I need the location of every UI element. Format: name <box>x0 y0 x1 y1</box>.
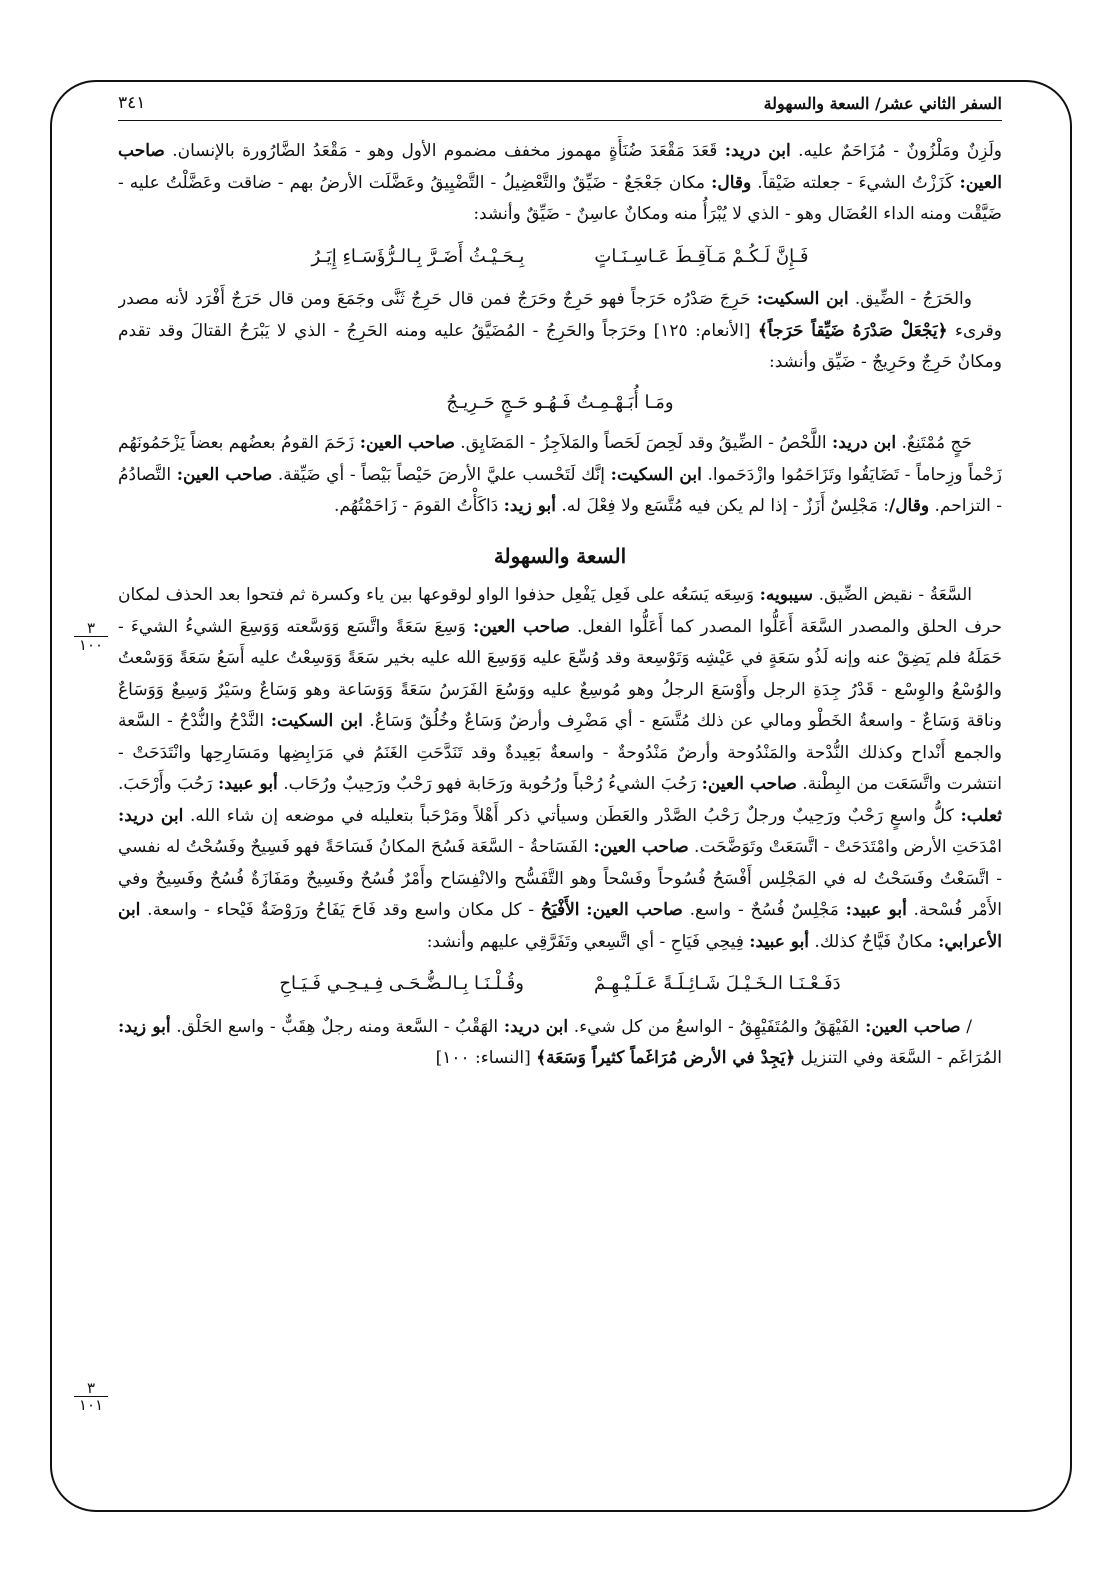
verse-hemistich-first: فَـإِنَّ لَـكُـمْ مَـآقِـطَ عَـاسِـنَـاتٍ <box>594 245 809 267</box>
text-run: مكان جَعْجَعٌ - ضَيِّقٌ والتَّعْضِيلُ - التَّضْيِيقُ وعَضَّلَت الأرضُ بهم - ضاقت وعَضَّلْتُ عليه - ضَيَّقْت ومنه الداء العُضَال وهو - الذي لا يُبْرَأُ منه ومكانٌ عاسِنٌ - ضَيِّقٌ وأنشد: <box>118 172 1002 224</box>
bold-run: صاحب العين: <box>701 774 797 794</box>
bold-run: أبو عبيد: <box>749 931 810 952</box>
bold-run: أبو عبيد: <box>218 774 278 794</box>
text-run: رَحُبَ وأَرْحَبَ. <box>118 774 218 794</box>
paragraph <box>118 284 1002 379</box>
text-run: السَّعَةُ - نقيض الضِّيق. <box>813 585 972 605</box>
paragraph <box>118 580 1002 958</box>
folio-page: ١٠١ <box>78 1396 104 1414</box>
bold-run: أبو زيد: <box>118 1016 171 1037</box>
text-run: والحَرَجُ - الضِّيق. <box>848 289 972 309</box>
text-run: النَّدْحُ والنُّدْحُ - السَّعة والجمع أَنْداح وكذلك النُّدْحة والمَنْدُوحة وأرضٌ مَنْدُوحةٌ - واسعةٌ بَعِيدةٌ وقد تَنَدَّحَتِ الغَنَمُ في مَرَابِضِها ومَسَارِحِها وانْتَدَحَتْ - انتشرت واتَّسَعَت من البِطْنة. <box>118 711 1002 794</box>
margin-folio-note <box>74 1380 108 1413</box>
paragraph <box>118 1012 1002 1075</box>
running-header <box>118 90 1002 116</box>
bold-run: صاحب العين: <box>593 837 689 857</box>
verse-hemistich-second: بِـحَـيْـثُ أَضَـرَّ بِـالـرُّؤَسَـاءِ إِيَـرُ <box>311 245 525 267</box>
folio-volume: ٣ <box>74 620 108 637</box>
text-run: مَجْلِسٌ فُسُحٌ - واسع. <box>682 900 846 920</box>
margin-folio-note <box>74 620 108 653</box>
page-number: ٣٤١ <box>118 93 146 113</box>
text-run: مكانٌ فَيَّاحٌ كذلك. <box>809 931 939 952</box>
text-run: فِيحِي فَيَاحِ - أي اتَّسِعي وتَفَرَّقِي عليهم وأنشد: <box>426 931 750 952</box>
bold-run: أبو عبيد: <box>845 900 907 920</box>
text-run: زَحَمَ القومُ بعضُهم بعضاً يَزْحَمُونَهُم زَحْماً وزِحاماً - تَضَايَقُوا وتَزَاحَمُوا وازْدَحَموا. <box>118 433 1002 485</box>
text-run: رَحُبَ الشيءُ رُحْباً ورُحُوبة ورَحَابة فهو رَحْبٌ ورَحِيبٌ ورُحَاب. <box>277 774 702 794</box>
verse-hemistich-first: دَفَـعْـنَـا الـخَـيْـلَ شَـائِـلَـةً عَـلَـيْـهِـمْ <box>593 973 841 994</box>
text-run: قَعَدَ مَقْعَدَ ضُنَأَةٍ مهموز مخفف مضموم الأول وهو - مَقْعَدُ الضَّارُورة بالإنسان. <box>164 141 725 161</box>
bold-run: صاحب العين: <box>865 1016 961 1037</box>
poetry-verse <box>118 387 1002 419</box>
text-run: اللَّحْصُ - الضِّيقُ وقد لَحِصَ لَحَصاً والمَلاَجِزُ - المَضَايِق. <box>454 433 833 453</box>
bold-run: ابن دريد: <box>503 1016 569 1037</box>
text-run: المُرَاغَم - السَّعَة وفي التنزيل <box>795 1048 1002 1068</box>
bold-run: صاحب العين: <box>118 141 1002 193</box>
text-run: الفَيْهَقُ والمُتَفَيْهِقُ - الواسعُ من كل شيء. <box>568 1016 866 1037</box>
bold-run: ﴿يَجْعَلْ صَدْرَهُ ضَيِّقاً حَرَجاً﴾ <box>757 320 948 341</box>
bold-run: صاحب العين: <box>472 616 570 637</box>
paragraph <box>118 136 1002 231</box>
poetry-verse <box>118 241 1002 273</box>
bold-run: ابن دريد: <box>832 433 897 453</box>
bold-run: ابن الأعرابي: <box>118 900 1002 952</box>
text-run: كَزَزْتُ الشيءَ - جعلته ضَيْقاً. <box>751 172 960 193</box>
bold-run: ثعلب: <box>960 805 1002 826</box>
header-title: السفر الثاني عشر/ السعة والسهولة <box>763 93 1002 113</box>
text-run: كلُّ واسعٍ رَحْبٌ ورَحِيبٌ ورجلٌ رَحْبُ الصَّدْر والعَطَن وسيأتي ذكر أَهْلاً ومَرْحَباً بتعليله في موضعه إن شاء الله. <box>183 805 961 826</box>
bold-run: صاحب العين: <box>176 464 273 485</box>
text-run: ولَزِنٌ ومَلْزُونٌ - مُزَاحَمٌ عليه. <box>790 141 1002 161</box>
text-run: امْدَحَتِ الأرض وامْتَدَحَتْ - اتَّسَعَتْ وتَوَضَّحَت. <box>688 837 1002 857</box>
text-run: - كل مكان واسع وقد فَاحَ يَفَاحُ ورَوْضَةٌ فَيْحاء - واسعة. <box>140 900 541 920</box>
bold-run: صاحب العين: <box>359 433 455 453</box>
bold-run: أبو زيد: <box>503 496 556 516</box>
bold-run: ﴿يَجِدْ في الأرض مُرَاغَماً كثيراً وَسَعَة﴾ <box>536 1048 796 1068</box>
folio-page: ١٠٠ <box>78 636 104 654</box>
text-run: حَجٍ مُمْتَنِعٌ. <box>896 433 972 453</box>
bold-run: ابن دريد: <box>724 141 791 161</box>
text-run: / <box>960 1016 973 1037</box>
bold-run: ابن دريد: <box>118 805 184 826</box>
bold-run: وقال: <box>711 172 752 193</box>
text-run: وَسِعَ سَعَةً واتَّسَع وَوَسَّعته وَوَسِعَ الشيءُ الشيءَ - حَمَلَهُ فلم يَضِقْ عنه وإنه لَذُو سَعَةٍ في عَيْشِه وَتَوْسِعة وقد وُسِّعَ عليه وَوَسِعَ الله عليه بخير سَعَةً وَوَسِعْتُ عليه أَسَعُ سَعَةً وَوَسْعتُ والوُسْعُ والوِسْع - قَدْرُ جِدَةِ الرجل وأَوْسَعَ الرجلُ وهو مُوسِعٌ عليه ووَسُعَ الفَرَسُ سَعَةً وَوَسَاعة وهو وَسَاعٌ وسَيْرٌ وَسِيعٌ وَوَسَاعٌ وناقة وَسَاعٌ - واسعةُ الخَطْو ومالي عن ذلك مُتَّسَع - أي مَضْرِف وأرضٌ وَسَاعٌ وخُلُقٌ وَسَاعٌ. <box>118 616 1002 731</box>
bold-run: ابن السكيت: <box>610 464 702 485</box>
text-run: : مَجْلِسٌ أَزَزٌ - إذا لم يكن فيه مُتَّسَع ولا فِعْلَ له. <box>555 496 889 516</box>
folio-volume: ٣ <box>74 1380 108 1397</box>
header-rule <box>118 120 1002 121</box>
text-run: [النساء: ١٠٠] <box>435 1048 537 1068</box>
text-run: الفَسَاحةُ - السَّعَة فَسُحَ المكانُ فَسَاحَةً فهو فَسِيحٌ وفَسُحْتُ له نفسي - اتَّسَعْتُ وفَسَحْتُ له في المَجْلِس أَفْسَحُ فُسُوحاً وفَسْحاً وهو التَّفَسُّح والانْفِسَاح وأَمْرٌ فُسُحٌ وفَسِيحٌ ومَفَازَةٌ فُسُحٌ وفَسِيحٌ وفي الأَمْر فُسْحة. <box>118 837 1002 920</box>
poetry-verse <box>118 968 1002 1000</box>
bold-run: ابن السكيت: <box>756 289 849 309</box>
section-heading: السعة والسهولة <box>493 543 627 568</box>
text-run: إنَّك لَتَحْسب عليَّ الأرضَ حَيْصاً بَيْصاً - أي ضَيِّقة. <box>272 464 611 485</box>
bold-run: الأَفْيَحُ <box>540 900 580 920</box>
verse-line: ومَـا أُبَـهْـمِـتُ فَـهُـو حَـجٍ حَـرِيـجُ <box>446 391 674 413</box>
verse-hemistich-second: وقُـلْـنَـا بِـالـضُّـحَـى فِـيـحِـي فَـيَـاحِ <box>279 973 524 994</box>
text-run: الهَقْبُ - السَّعة ومنه رجلٌ هِقَبٌّ - واسع الحَلْق. <box>170 1016 504 1037</box>
text-run: وَسِعَه يَسَعُه على فَعِل يَفْعِل حذفوا الواو لوقوعها بين ياء وكسرة ثم فتحوا بعد الحذف لمكان حرف الحلق والمصدر السَّعَة أَعَلُّوا المصدر كما أَعَلُّوا الفعل. <box>118 585 1002 637</box>
bold-run: وقال/ <box>889 496 930 516</box>
bold-run: ابن السكيت: <box>270 711 363 731</box>
bold-run: سيبويه: <box>759 585 814 605</box>
text-run: حَرِجَ صَدْرُه حَرَجاً فهو حَرِجٌ وحَرَجٌ فمن قال حَرِجٌ ثَنَّى وجَمَعَ ومن قال حَرَجٌ أَفْرَد لأنه مصدر وقرىء <box>118 289 1002 341</box>
text-run: دَاكَأْتُ القومَ - زَاحَمْتُهُم. <box>333 496 504 516</box>
text-run: التَّصادُمُ - التزاحم. <box>118 464 1002 516</box>
bold-run: صاحب العين: <box>586 900 683 920</box>
paragraph <box>118 428 1002 523</box>
text-run: [الأنعام: ١٢٥] وحَرَجاً والحَرِجُ - المُضَيَّقُ عليه ومنه الحَرِجُ - الذي لا يَبْرَحُ القتالَ وقد تقدم ومكانٌ حَرِجٌ وحَرِيجٌ - ضَيِّق وأنشد: <box>118 320 1002 372</box>
page-body <box>118 136 1002 1486</box>
